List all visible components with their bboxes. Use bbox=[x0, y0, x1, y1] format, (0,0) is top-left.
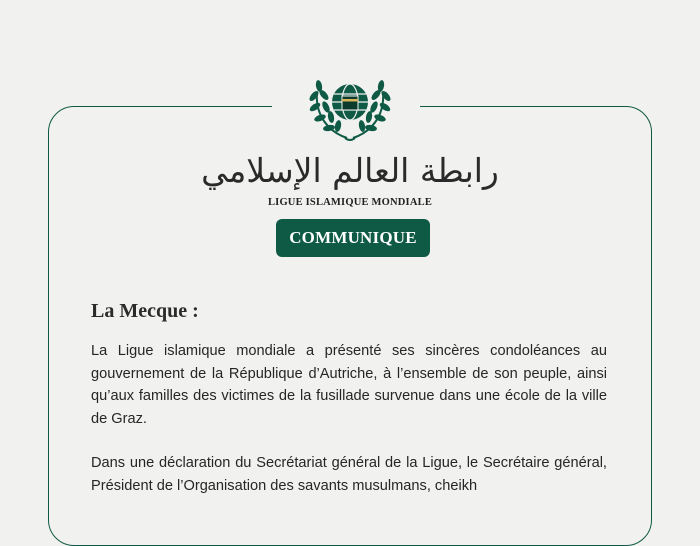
organization-name: LIGUE ISLAMIQUE MONDIALE bbox=[267, 197, 433, 208]
communique-badge: COMMUNIQUE bbox=[276, 219, 430, 257]
organization-arabic-name: رابطة العالم الإسلامي bbox=[201, 151, 499, 190]
paragraph-2: Dans une déclaration du Secrétariat général de la Ligue, le Secrétaire général, Président de l’Organisation des savants musulmans, cheikh bbox=[91, 455, 607, 494]
kaaba-laurel-emblem-icon bbox=[307, 66, 393, 144]
paragraph-1: La Ligue islamique mondiale a présenté ses sincères condoléances au gouvernement de la République d’Autriche, à l’ensemble de son peuple, ainsi qu’aux familles des victimes de la fusillade survenue dans une école de la ville de Graz. bbox=[91, 343, 607, 427]
dateline: La Mecque : bbox=[91, 300, 199, 322]
